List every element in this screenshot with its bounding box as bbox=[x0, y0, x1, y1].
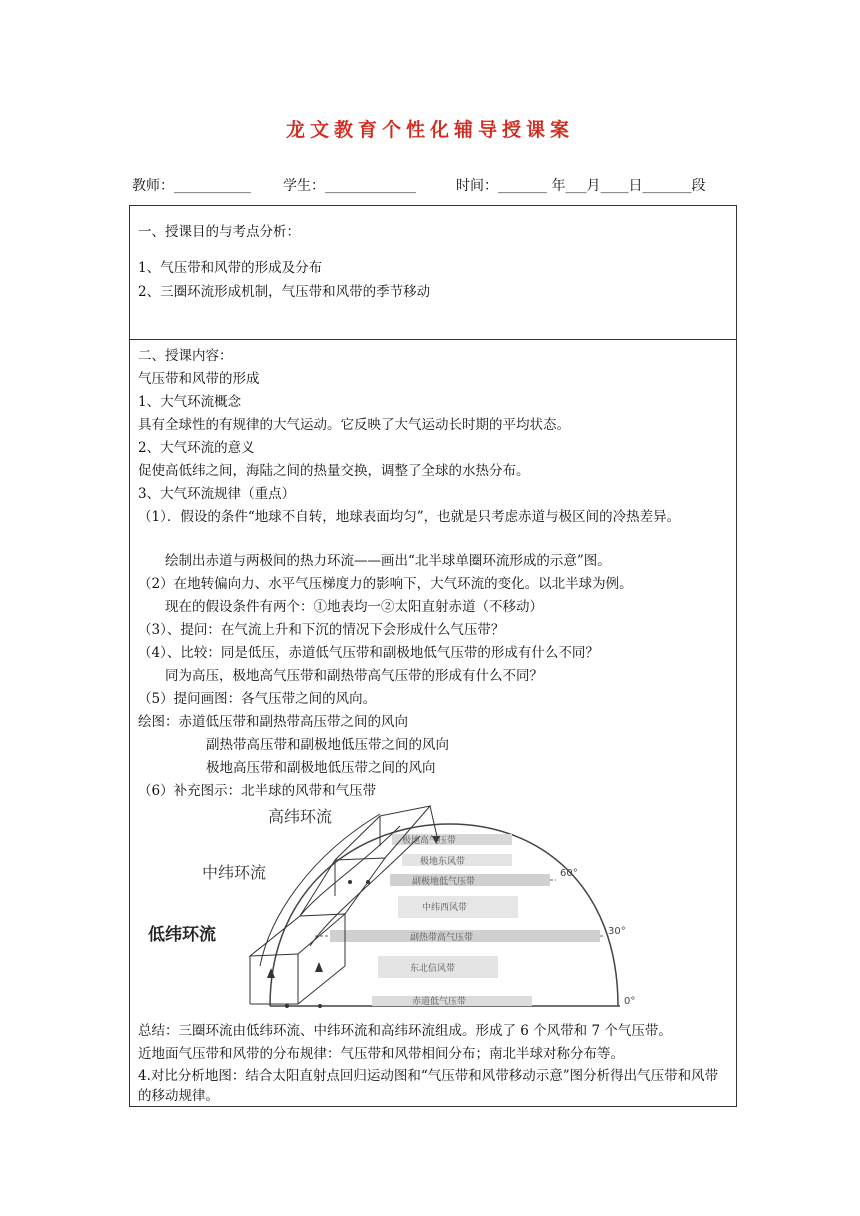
content-line: 促使高低纬之间，海陆之间的热量交换，调整了全球的水热分布。 bbox=[138, 463, 530, 479]
degree-label: 60° bbox=[560, 868, 578, 879]
belt-label: 副极地低气压带 bbox=[412, 877, 476, 887]
degree-label: 30° bbox=[608, 926, 626, 937]
air-point bbox=[348, 880, 352, 884]
document-title: 龙文教育个性化辅导授课案 bbox=[285, 119, 574, 141]
up-arrow bbox=[267, 968, 275, 978]
summary-line: 近地面气压带和风带的分布规律：气压带和风带相间分布；南北半球对称分布等。 bbox=[138, 1046, 624, 1062]
objective-item: 1、气压带和风带的形成及分布 bbox=[138, 260, 323, 276]
content-line: （4）、比较：同是低压，赤道低气压带和副极地低气压带的形成有什么不同？ bbox=[138, 645, 599, 661]
mid-latitude-cell bbox=[300, 858, 385, 916]
objectives-heading: 一、授课目的与考点分析： bbox=[138, 224, 300, 240]
content-line: （3）、提问：在气流上升和下沉的情况下会形成什么气压带？ bbox=[138, 622, 505, 638]
content-line: 2、大气环流的意义 bbox=[138, 440, 255, 456]
low-cell-label: 低纬环流 bbox=[148, 925, 216, 945]
time-field: 时间：_______ 年___月____日_______段 bbox=[456, 178, 706, 194]
air-point bbox=[318, 1004, 322, 1008]
content-line: 气压带和风带的形成 bbox=[138, 371, 260, 387]
content-line: 极地高压带和副极地低压带之间的风向 bbox=[206, 760, 436, 776]
content-heading: 二、授课内容： bbox=[138, 348, 233, 364]
air-point bbox=[366, 880, 370, 884]
mid-cell-label: 中纬环流 bbox=[202, 863, 267, 882]
content-line: 绘制出赤道与两极间的热力环流——画出“北半球单圈环流形成的示意”图。 bbox=[138, 553, 611, 569]
high-cell-label: 高纬环流 bbox=[268, 807, 333, 826]
row-divider bbox=[130, 339, 736, 340]
content-line: 具有全球性的有规律的大气运动。它反映了大气运动长时期的平均状态。 bbox=[138, 417, 570, 433]
belt-label: 极地东风带 bbox=[420, 857, 466, 867]
content-line: 3、大气环流规律（重点） bbox=[138, 486, 296, 502]
summary-line: 总结：三圈环流由低纬环流、中纬环流和高纬环流组成。形成了 6 个风带和 7 个气压带。 bbox=[138, 1023, 672, 1039]
lesson-table bbox=[129, 205, 737, 1107]
circulation-diagram bbox=[140, 796, 650, 1018]
belt-label: 中纬西风带 bbox=[422, 903, 468, 913]
degree-label: 0° bbox=[624, 996, 636, 1007]
objective-item: 2、三圈环流形成机制，气压带和风带的季节移动 bbox=[138, 284, 431, 300]
header-info bbox=[132, 175, 742, 197]
low-latitude-cell bbox=[250, 914, 345, 1004]
belt-label: 副热带高气压带 bbox=[410, 933, 474, 943]
student-field: 学生：_____________ bbox=[283, 178, 416, 194]
air-point bbox=[285, 1004, 289, 1008]
content-line: （2）在地转偏向力、水平气压梯度力的影响下，大气环流的变化。以北半球为例。 bbox=[138, 576, 633, 592]
content-line: 绘图：赤道低压带和副热带高压带之间的风向 bbox=[138, 714, 408, 730]
belt-label: 东北信风带 bbox=[410, 964, 456, 974]
content-line: （6）补充图示：北半球的风带和气压带 bbox=[138, 783, 377, 799]
content-line: 同为高压，极地高气压带和副热带高气压带的形成有什么不同？ bbox=[138, 668, 543, 684]
teacher-field: 教师：___________ bbox=[132, 178, 251, 194]
content-line: 现在的假设条件有两个：①地表均一②太阳直射赤道（不移动） bbox=[138, 599, 543, 615]
content-line: （5）提问画图：各气压带之间的风向。 bbox=[138, 691, 377, 707]
content-line: （1）．假设的条件“地球不自转，地球表面均匀”，也就是只考虑赤道与极区间的冷热差异。 bbox=[138, 509, 681, 525]
belt-label: 极地高气压带 bbox=[402, 836, 457, 846]
belt-label: 赤道低气压带 bbox=[412, 997, 467, 1007]
content-line: 1、大气环流概念 bbox=[138, 394, 242, 410]
content-line: 副热带高压带和副极地低压带之间的风向 bbox=[206, 737, 449, 753]
objectives-row bbox=[130, 206, 736, 340]
up-arrow bbox=[315, 962, 323, 972]
summary-line: 4.对比分析地图：结合太阳直射点回归运动图和“气压带和风带移动示意”图分析得出气压带和风带的移动规律。 bbox=[138, 1068, 719, 1104]
